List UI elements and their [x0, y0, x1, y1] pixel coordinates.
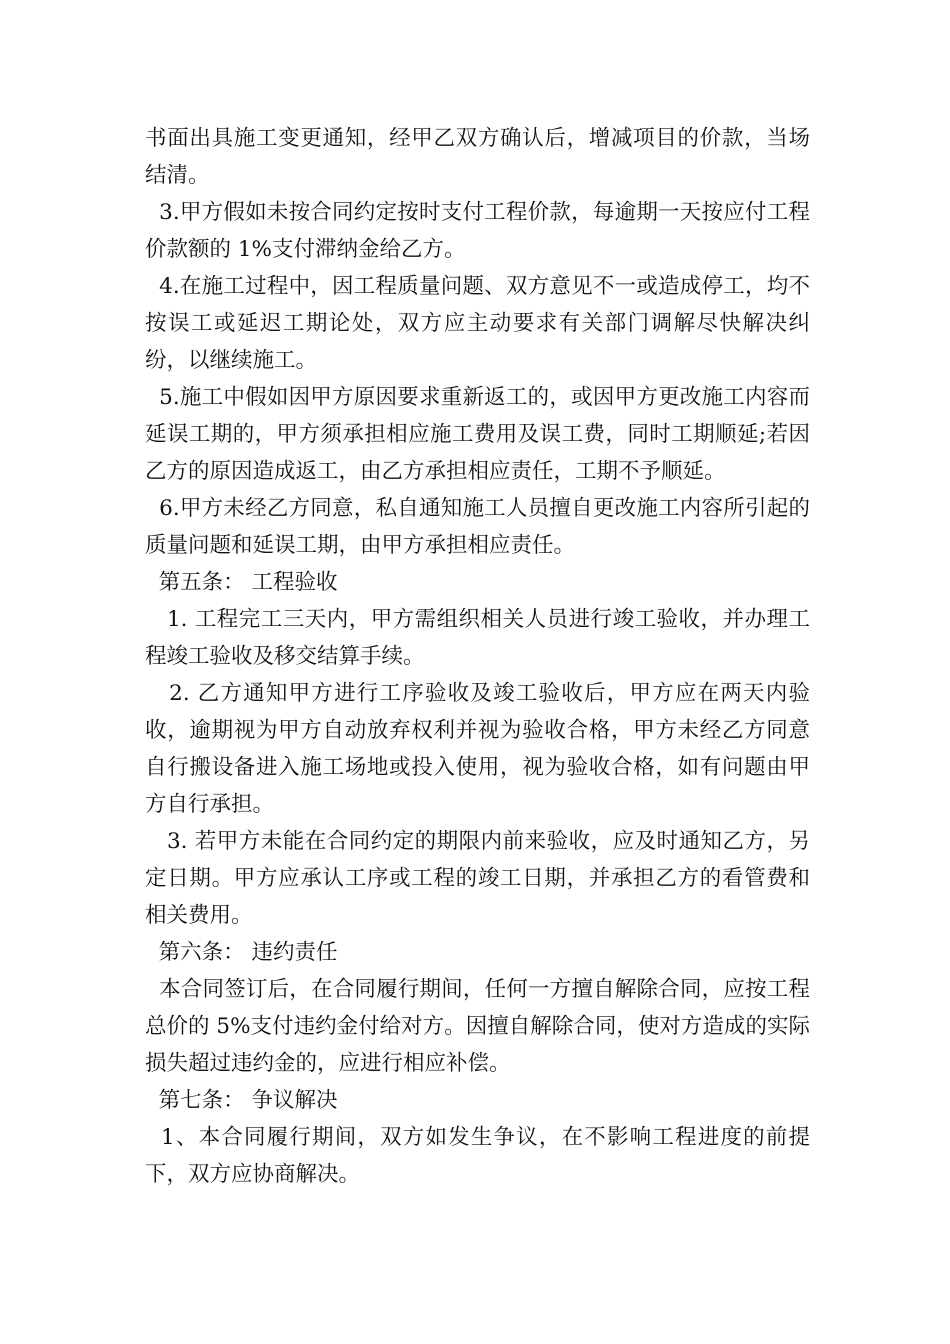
- paragraph-acceptance-3: 3. 若甲方未能在合同约定的期限内前来验收，应及时通知乙方，另定日期。甲方应承认工序或工程的竣工日期，并承担乙方的看管费和相关费用。: [145, 829, 810, 928]
- paragraph-clause-6: 6.甲方未经乙方同意，私自通知施工人员擅自更改施工内容所引起的质量问题和延误工期，由甲方承担相应责任。: [145, 496, 810, 558]
- paragraph-clause-4: 4.在施工过程中，因工程质量问题、双方意见不一或造成停工，均不按误工或延迟工期论处，双方应主动要求有关部门调解尽快解决纠纷，以继续施工。: [145, 274, 810, 373]
- paragraph-liability: 本合同签订后，在合同履行期间，任何一方擅自解除合同，应按工程总价的 5%支付违约金付给对方。因擅自解除合同，使对方造成的实际损失超过违约金的，应进行相应补偿。: [145, 977, 810, 1076]
- paragraph-clause-5: 5.施工中假如因甲方原因要求重新返工的，或因甲方更改施工内容而延误工期的，甲方须承担相应施工费用及误工费，同时工期顺延;若因乙方的原因造成返工，由乙方承担相应责任，工期不予顺延。: [145, 385, 810, 484]
- section-heading-article-6: 第六条： 违约责任: [145, 940, 338, 965]
- paragraph-acceptance-2: 2. 乙方通知甲方进行工序验收及竣工验收后，甲方应在两天内验收，逾期视为甲方自动放弃权利并视为验收合格，甲方未经乙方同意自行搬设备进入施工场地或投入使用，视为验收合格，如有问题由甲方自行承担。: [145, 681, 810, 817]
- document-body: [145, 120, 810, 1193]
- paragraph-dispute-1: 1、本合同履行期间，双方如发生争议，在不影响工程进度的前提下，双方应协商解决。: [145, 1125, 810, 1187]
- paragraph-clause-3: 3.甲方假如未按合同约定按时支付工程价款，每逾期一天按应付工程价款额的 1%支付滞纳金给乙方。: [145, 200, 810, 262]
- section-heading-article-7: 第七条： 争议解决: [145, 1088, 338, 1113]
- section-heading-article-5: 第五条： 工程验收: [145, 570, 338, 595]
- paragraph-acceptance-1: 1. 工程完工三天内，甲方需组织相关人员进行竣工验收，并办理工程竣工验收及移交结算手续。: [145, 607, 810, 669]
- paragraph-continuation: 书面出具施工变更通知，经甲乙双方确认后，增减项目的价款，当场结清。: [145, 126, 810, 188]
